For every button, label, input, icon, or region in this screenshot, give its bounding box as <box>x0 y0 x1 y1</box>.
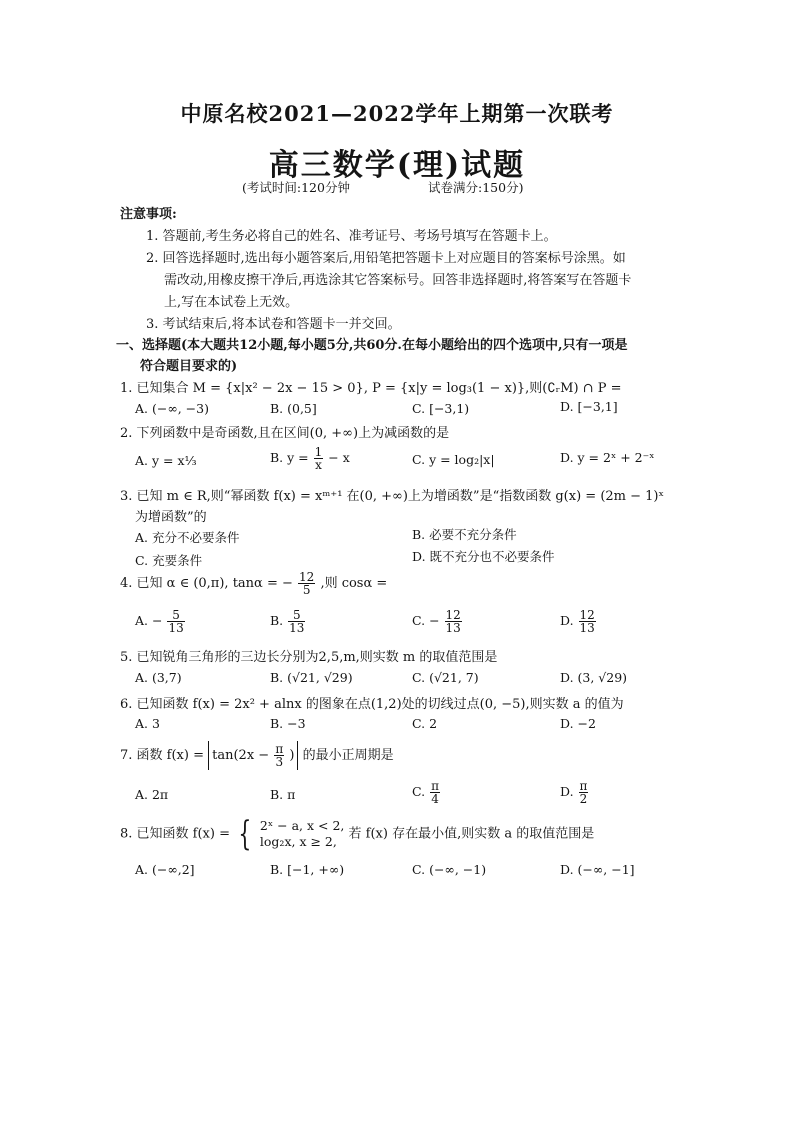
left-brace-symbol: { <box>238 814 252 854</box>
section-heading-line-1: 一、选择题(本大题共12小题,每小题5分,共60分.在每小题给出的四个选项中,只有一项是 <box>116 338 628 353</box>
question-2-stem: 2. 下列函数中是奇函数,且在区间(0, +∞)上为减函数的是 <box>120 426 450 441</box>
question-5-option-b: B. (√21, √29) <box>270 670 353 685</box>
question-3-option-c: C. 充要条件 <box>135 553 203 568</box>
fraction-numerator: 1 <box>314 445 323 459</box>
question-4-stem-prefix: 4. 已知 α ∈ (0,π), tanα = − <box>120 576 293 591</box>
question-7-option-d <box>560 780 589 805</box>
question-3-option-a: A. 充分不必要条件 <box>135 530 240 545</box>
question-1-stem: 1. 已知集合 M = {x|x² − 2x − 15 > 0}, P = {x|y = log₃(1 − x)},则(∁ᵣM) ∩ P = <box>120 381 622 396</box>
fraction-denominator: 13 <box>168 621 184 635</box>
question-7-option-b: B. π <box>270 787 296 802</box>
fraction-numerator: 5 <box>167 609 184 622</box>
absolute-value-expression <box>208 741 298 770</box>
question-1-option-d: D. [−3,1] <box>560 399 618 414</box>
fraction-denominator: 13 <box>289 621 305 635</box>
time-info: (考试时间:120分钟 <box>242 180 350 195</box>
option-label: C. − <box>412 613 440 628</box>
question-5-stem: 5. 已知锐角三角形的三边长分别为2,5,m,则实数 m 的取值范围是 <box>120 650 498 665</box>
fraction-numerator: 12 <box>445 608 461 622</box>
fraction-numerator: π <box>431 779 439 793</box>
question-7-option-a: A. 2π <box>135 787 169 802</box>
question-4-option-d <box>560 609 597 634</box>
question-2-option-b-fraction <box>314 446 324 471</box>
section-heading-line-2: 符合题目要求的) <box>140 359 238 374</box>
exam-title: 中原名校2021—2022学年上期第一次联考 <box>180 101 614 126</box>
question-6-option-c: C. 2 <box>412 716 438 731</box>
notice-item-3: 3. 考试结束后,将本试卷和答题卡一并交回。 <box>146 317 401 332</box>
question-8-stem-prefix: 8. 已知函数 f(x) = <box>120 826 230 842</box>
question-1-option-b: B. (0,5] <box>270 401 317 416</box>
question-4-option-c <box>412 609 463 634</box>
option-fraction <box>579 609 596 634</box>
fraction-denominator: 3 <box>275 755 284 769</box>
question-2-option-b <box>270 446 350 471</box>
abs-expression-prefix: tan(2x − <box>212 748 270 763</box>
fraction-denominator: 13 <box>445 621 461 635</box>
question-2-option-b-suffix: − x <box>328 450 350 465</box>
fraction-numerator: π <box>579 779 588 793</box>
piecewise-case-2: log₂x, x ≥ 2, <box>259 834 337 849</box>
fraction-denominator: 13 <box>579 621 595 635</box>
option-fraction <box>430 780 440 805</box>
question-8-option-a: A. (−∞,2] <box>135 862 195 877</box>
question-6-option-b: B. −3 <box>270 716 306 731</box>
question-2-option-b-prefix: B. y = <box>270 450 309 465</box>
fraction-numerator: 12 <box>579 608 595 622</box>
option-label: B. <box>270 613 284 628</box>
question-7-option-c <box>412 780 441 805</box>
abs-expression-fraction <box>274 743 284 768</box>
question-2-option-a: A. y = x⅓ <box>135 453 197 468</box>
option-label: D. <box>560 784 574 799</box>
notice-heading: 注意事项: <box>120 207 177 222</box>
question-7-stem <box>120 741 394 770</box>
fraction-numerator: 5 <box>288 609 305 622</box>
question-8-stem-suffix: 若 f(x) 存在最小值,则实数 a 的取值范围是 <box>348 826 595 842</box>
question-8-stem <box>120 814 595 854</box>
notice-item-2-line-3: 上,写在本试卷上无效。 <box>164 295 299 310</box>
option-label: C. <box>412 784 426 799</box>
question-4-option-a <box>135 609 186 634</box>
question-1-option-c: C. [−3,1) <box>412 401 470 416</box>
fraction-numerator: 12 <box>299 570 315 584</box>
question-3-stem-line-2: 为增函数”的 <box>135 510 207 525</box>
option-fraction <box>167 609 184 634</box>
fraction-numerator: π <box>275 742 284 756</box>
question-2-option-c: C. y = log₂|x| <box>412 452 495 467</box>
option-label: D. <box>560 613 574 628</box>
fraction-denominator: 2 <box>579 792 588 806</box>
subject-title: 高三数学(理)试题 <box>268 148 526 183</box>
notice-item-2-line-1: 2. 回答选择题时,选出每小题答案后,用铅笔把答题卡上对应题目的答案标号涂黑。如 <box>146 251 626 266</box>
question-5-option-c: C. (√21, 7) <box>412 670 479 685</box>
question-6-option-d: D. −2 <box>560 716 596 731</box>
fraction-denominator: 4 <box>431 792 439 806</box>
question-2-option-d: D. y = 2ˣ + 2⁻ˣ <box>560 450 655 465</box>
score-info: 试卷满分:150分) <box>428 180 524 195</box>
option-fraction <box>445 609 462 634</box>
option-fraction <box>288 609 305 634</box>
notice-item-1: 1. 答题前,考生务必将自己的姓名、准考证号、考场号填写在答题卡上。 <box>146 229 557 244</box>
question-4-stem <box>120 571 387 596</box>
question-5-option-d: D. (3, √29) <box>560 670 628 685</box>
option-fraction <box>579 780 589 805</box>
question-8-option-c: C. (−∞, −1) <box>412 862 487 877</box>
question-8-option-d: D. (−∞, −1] <box>560 862 635 877</box>
question-3-stem: 3. 已知 m ∈ R,则“幂函数 f(x) = xᵐ⁺¹ 在(0, +∞)上为增函数”是“指数函数 g(x) = (2m − 1)ˣ <box>120 489 664 504</box>
question-5-option-a: A. (3,7) <box>135 670 182 685</box>
question-4-stem-fraction <box>298 571 315 596</box>
abs-expression-suffix: ) <box>289 748 295 763</box>
question-1-option-a: A. (−∞, −3) <box>135 401 209 416</box>
question-4-stem-suffix: ,则 cosα = <box>320 576 388 591</box>
question-6-option-a: A. 3 <box>135 716 160 731</box>
fraction-denominator: 5 <box>302 583 311 597</box>
fraction-denominator: x <box>315 458 322 472</box>
piecewise-cases <box>260 818 344 850</box>
question-7-stem-suffix: 的最小正周期是 <box>302 748 394 763</box>
notice-item-2-line-2: 需改动,用橡皮擦干净后,再选涂其它答案标号。回答非选择题时,将答案写在答题卡 <box>164 273 632 288</box>
question-3-option-b: B. 必要不充分条件 <box>412 527 517 542</box>
question-3-option-d: D. 既不充分也不必要条件 <box>412 549 555 564</box>
question-7-stem-prefix: 7. 函数 f(x) = <box>120 748 204 763</box>
option-label: A. − <box>135 613 163 628</box>
question-4-option-b <box>270 609 306 634</box>
question-6-stem: 6. 已知函数 f(x) = 2x² + alnx 的图象在点(1,2)处的切线过点(0, −5),则实数 a 的值为 <box>120 697 624 712</box>
piecewise-case-1: 2ˣ − a, x < 2, <box>259 818 345 833</box>
question-8-option-b: B. [−1, +∞) <box>270 862 345 877</box>
